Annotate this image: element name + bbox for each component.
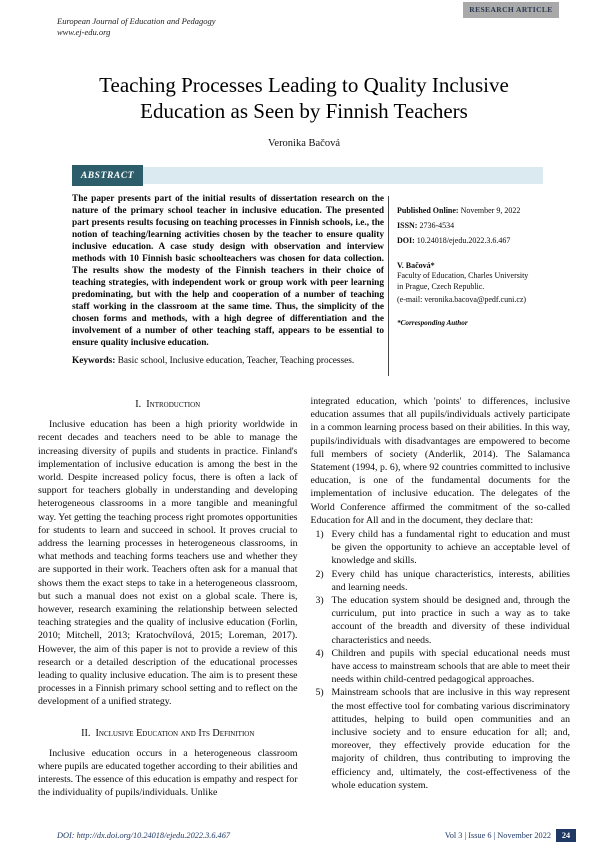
list-item-text: The education system should be designed and, through the curriculum, put into practice in such a way as to take account of the breadth and diversity of these individual characteristics and needs.	[331, 595, 570, 646]
footer-issue-text: Vol 3 | Issue 6 | November 2022	[444, 831, 551, 840]
issn-value: 2736-4534	[419, 221, 455, 230]
list-item-text: Mainstream schools that are inclusive in this way represent the most effective tool for combating various discriminatory attitudes, helping to build open communities and an inclusive society and to ensure education for all; and, moreover, they effectively provide education for the majority of children, thus contributing to improving the efficiency and, ultimately, the cost-effectiveness of the whole education system.	[331, 687, 570, 791]
introduction-paragraph: Inclusive education has been a high priority worldwide in recent decades and teachers need to be able to manage the increasing diversity of pupils and students in practice. Finland's implementation of inclusive education is among the best in the world. Despite increased policy focus, there is often a lack of support for teachers globally in understanding and developing heterogeneous classrooms in a more tangible and meaningful way. Yet getting the teaching process right promotes opportunities for students to learn and succeed in school. It proves crucial to address the learning processes in heterogeneous classrooms, in what methods and teaching forms teachers use and whether they are supported in their work. Teachers often ask for a manual that shows them the exact steps to take in a heterogeneous classroom, but such a manual does not exist on a global scale. There is, however, research examining the relationship between selected teaching strategies and the quality of inclusive education (Forlin, 2010; Mitchell, 2013; Kratochvílová, 2015; Loreman, 2017). However, the aim of this paper is not to provide a review of this research or a detailed description of the educational processes leading to quality inclusive education. The aim is to present these processes in a Finnish primary school setting and to reflect on the development of a unified strategy.	[38, 419, 298, 708]
list-item-number: 1)	[315, 529, 324, 541]
article-meta-sidebar	[397, 206, 547, 328]
footer-page-number: 24	[556, 829, 576, 842]
section-heading-inclusive-education: II. Inclusive Education and Its Definition	[81, 727, 255, 739]
author-email[interactable]: (e-mail: veronika.bacova@pedf.cuni.cz)	[397, 295, 527, 304]
abstract-header-strip	[143, 167, 543, 184]
published-online-value: November 9, 2022	[460, 206, 521, 215]
body-columns	[38, 395, 570, 800]
issn-label: ISSN:	[397, 221, 418, 230]
corresponding-author-block	[397, 261, 547, 306]
list-item	[311, 568, 571, 594]
abstract-label: ABSTRACT	[72, 165, 143, 186]
left-column	[38, 395, 298, 800]
journal-name: European Journal of Education and Pedagogy	[57, 16, 216, 26]
article-title: Teaching Processes Leading to Quality Inclusive Education as Seen by Finnish Teachers	[99, 73, 509, 123]
journal-header	[57, 16, 216, 38]
keywords-text: Basic school, Inclusive education, Teacher, Teaching processes.	[115, 356, 355, 366]
footer-issue-block	[445, 829, 576, 842]
article-author: Veronika Bačová	[267, 138, 340, 149]
journal-url[interactable]: www.ej-edu.org	[57, 27, 111, 37]
abstract-sidebar-divider	[388, 196, 389, 376]
keywords-label: Keywords:	[72, 356, 116, 366]
corresponding-author-note: *Corresponding Author	[397, 318, 468, 327]
inclusive-education-paragraph-right: integrated education, which 'points' to differences, inclusive education assumes that all pupils/individuals actively participate in a common learning process based on their abilities. In this way, pupils/individuals with disadvantages are empowered to become full members of society (Anderlik, 2014). The Salamanca Statement (1994, p. 6), where 92 countries committed to inclusive education, is one of the fundamental documents for the implementation of inclusive education. The delegates of the World Conference affirmed the commitment of the so-called Education for All and in the document, they declare that:	[310, 396, 570, 526]
list-item-number: 2)	[315, 568, 324, 580]
issn-row	[397, 221, 547, 232]
list-item-number: 3)	[315, 595, 324, 607]
author-affiliation-line2: in Prague, Czech Republic.	[397, 281, 485, 291]
list-item	[311, 528, 571, 568]
doi-row	[397, 236, 547, 247]
salamanca-declaration-list	[311, 528, 571, 792]
list-item	[311, 686, 571, 792]
abstract-header-bar	[72, 165, 543, 186]
right-column	[311, 395, 571, 800]
section-heading-introduction: I. Introduction	[135, 399, 201, 410]
list-item-text: Children and pupils with special educational needs must have access to mainstream schools that are able to meet their needs within child-centred pedagogical approaches.	[331, 647, 570, 686]
published-online-row	[397, 206, 547, 217]
list-item	[311, 594, 571, 647]
doi-label: DOI:	[397, 236, 415, 245]
published-online-label: Published Online:	[397, 206, 459, 215]
research-article-badge: RESEARCH ARTICLE	[463, 2, 559, 18]
list-item	[311, 647, 571, 687]
footer-doi[interactable]: DOI: http://dx.doi.org/10.24018/ejedu.2022.3.6.467	[57, 831, 230, 840]
author-affiliation-line1: Faculty of Education, Charles University	[397, 271, 529, 280]
list-item-number: 5)	[315, 687, 324, 699]
list-item-text: Every child has unique characteristics, interests, abilities and learning needs.	[331, 568, 570, 593]
abstract-text: The paper presents part of the initial results of dissertation research on the nature of the primary school teacher in inclusive education. The presented part presents results focusing on teaching processes in Finnish schools, i.e., the notion of teaching/learning activities chosen by the teacher to ensure quality inclusive education. A case study design with observation and interview methods with 10 Finnish basic schoolteachers was chosen for data collection. The results show the modesty of the Finnish teachers in their choice of teaching strategies, with independent work or group work with peer learning predominating, but with the help and cooperation of a number of teaching staff working in the classroom at the same time. Thus, the simplicity of the chosen forms and methods, with a high degree of differentiation and the involvement of a number of other teaching staff, appears to be essential to ensure quality inclusive education.	[72, 194, 384, 348]
keywords-line	[72, 356, 384, 366]
list-item-number: 4)	[315, 647, 324, 659]
doi-value: 10.24018/ejedu.2022.3.6.467	[416, 236, 511, 245]
inclusive-education-paragraph-left: Inclusive education occurs in a heterogeneous classroom where pupils are educated together according to their abilities and interests. The essence of this education is empathy and respect for the individuality of pupils/individuals. Unlike	[38, 747, 298, 799]
sidebar-author-name: V. Bačová*	[397, 260, 435, 270]
list-item-text: Every child has a fundamental right to education and must be given the opportunity to achieve an acceptable level of knowledge and skills.	[331, 529, 570, 567]
